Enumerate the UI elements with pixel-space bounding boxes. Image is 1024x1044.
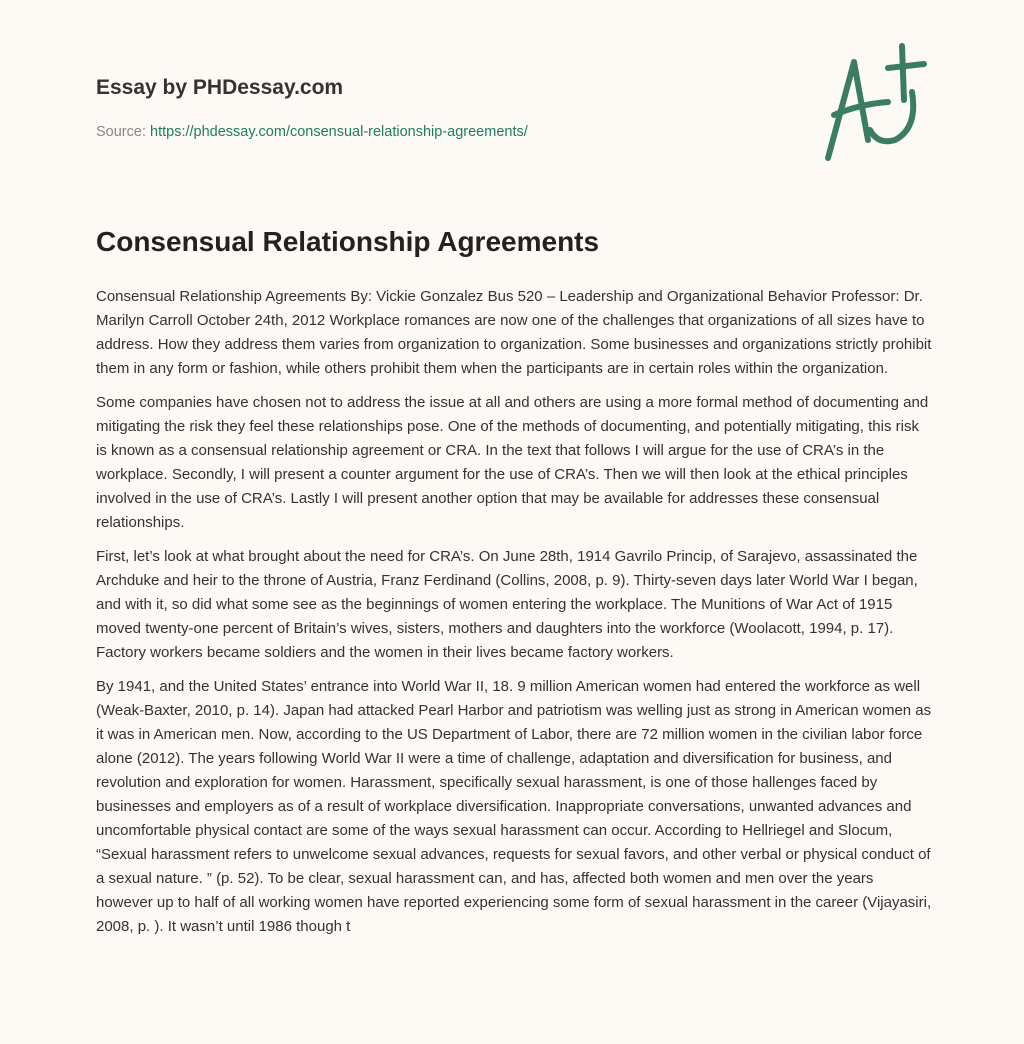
article-body [96, 285, 932, 949]
a-plus-logo-icon [820, 40, 930, 165]
paragraph: First, let’s look at what brought about the need for CRA’s. On June 28th, 1914 Gavrilo Princip, of Sarajevo, assassinated the Archduke and heir to the throne of Austria, Franz Ferdinand (Collins, 2008, p. 9). Thirty-seven days later World War I began, and with it, so did what some see as the beginnings of women entering the workplace. The Munitions of War Act of 1915 moved twenty-one percent of Britain’s wives, sisters, mothers and daughters into the workforce (Woolacott, 1994, p. 17). Factory workers became soldiers and the women in their lives became factory workers. [96, 548, 918, 661]
source-line [96, 124, 528, 140]
article-title: Consensual Relationship Agreements [96, 226, 600, 257]
paragraph: Some companies have chosen not to address the issue at all and others are using a more formal method of documenting and mitigating the risk they feel these relationships pose. One of the methods of documenting, and potentially mitigating, this risk is known as a consensual relationship agreement or CRA. In the text that follows I will argue for the use of CRA’s in the workplace. Secondly, I will present a counter argument for the use of CRA’s. Then we will then look at the ethical principles involved in the use of CRA’s. Lastly I will present another option that may be available for addresses these consensual relationships. [96, 394, 929, 531]
source-link[interactable]: https://phdessay.com/consensual-relationship-agreements/ [150, 124, 528, 140]
paragraph: Consensual Relationship Agreements By: Vickie Gonzalez Bus 520 – Leadership and Organizational Behavior Professor: Dr. Marilyn Carroll October 24th, 2012 Workplace romances are now one of the challenges that organizations of all sizes have to address. How they address them varies from organization to organization. Some businesses and organizations strictly prohibit them in any form or fashion, while others prohibit them when the participants are in certain roles within the organization. [96, 288, 932, 377]
source-label: Source: [96, 124, 146, 140]
paragraph: By 1941, and the United States’ entrance into World War II, 18. 9 million American women had entered the workforce as well (Weak-Baxter, 2010, p. 14). Japan had attacked Pearl Harbor and patriotism was welling just as strong in American women as it was in American men. Now, according to the US Department of Labor, there are 72 million women in the civilian labor force alone (2012). The years following World War II were a time of challenge, adaptation and diversification for business, and revolution and exploration for women. Harassment, specifically sexual harassment, is one of those hallenges faced by businesses and employers as of a result of workplace diversification. Inappropriate conversations, unwanted advances and uncomfortable physical contact are some of the ways sexual harassment can occur. According to Hellriegel and Slocum, “Sexual harassment refers to unwelcome sexual advances, requests for sexual favors, and other verbal or physical conduct of a sexual nature. ” (p. 52). To be clear, sexual harassment can, and has, affected both women and men over the years however up to half of all working women have reported experiencing some form of sexual harassment in the career (Vijayasiri, 2008, p. ). It wasn’t until 1986 though t [96, 678, 932, 935]
site-title: Essay by PHDessay.com [96, 76, 344, 99]
